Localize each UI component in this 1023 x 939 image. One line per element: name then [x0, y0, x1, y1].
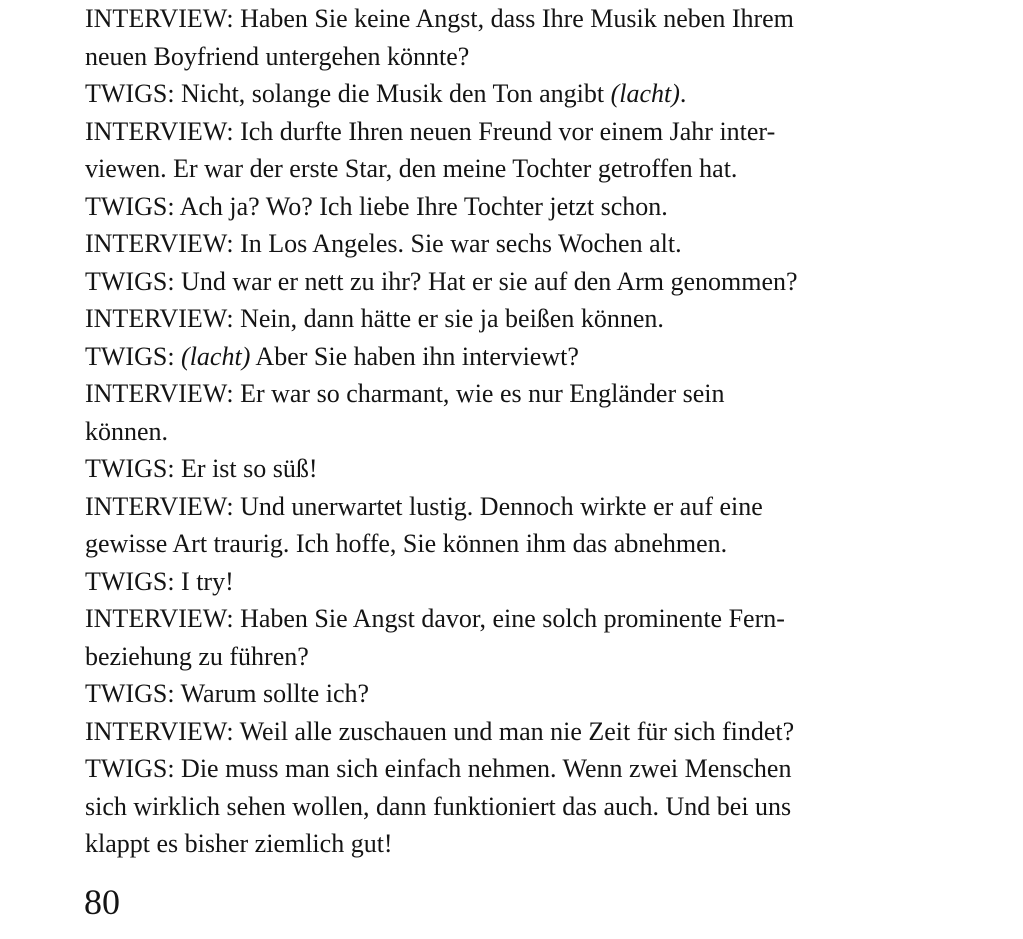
- text-line-11: [85, 375, 945, 413]
- text-line-16: [85, 563, 945, 601]
- text-run: TWIGS:: [85, 341, 182, 371]
- text-run: TWIGS: Ach ja? Wo? Ich liebe Ihre Tochter jetzt schon.: [85, 191, 668, 221]
- text-line-9: [85, 300, 945, 338]
- text-line-13: [85, 450, 945, 488]
- text-run: beziehung zu führen?: [85, 641, 309, 671]
- text-run: klappt es bisher ziemlich gut!: [85, 829, 393, 858]
- text-line-3: [85, 75, 945, 113]
- text-run: sich wirklich sehen wollen, dann funktioniert das auch. Und bei uns: [85, 791, 792, 821]
- text-line-12: [85, 413, 945, 451]
- interview-text: [85, 0, 945, 863]
- text-run: Aber Sie haben ihn interviewt?: [250, 341, 579, 371]
- text-line-15: [85, 525, 945, 563]
- text-run: INTERVIEW: Nein, dann hätte er sie ja beißen können.: [85, 304, 664, 333]
- text-run: TWIGS: Nicht, solange die Musik den Ton angibt: [85, 79, 611, 108]
- text-run: können.: [85, 416, 169, 446]
- text-run: INTERVIEW: Und unerwartet lustig. Dennoch wirkte er auf eine: [85, 491, 763, 521]
- text-line-4: [85, 113, 945, 151]
- text-run: .: [679, 79, 687, 108]
- text-run: INTERVIEW: Ich durfte Ihren neuen Freund vor einem Jahr inter-: [85, 116, 776, 146]
- text-line-22: [85, 788, 945, 826]
- text-run: TWIGS: I try!: [85, 566, 234, 596]
- text-run: TWIGS: Er ist so süß!: [85, 454, 318, 483]
- text-line-17: [85, 600, 945, 638]
- text-run: INTERVIEW: Haben Sie keine Angst, dass Ihre Musik neben Ihrem: [85, 4, 794, 33]
- text-run: TWIGS: Die muss man sich einfach nehmen. Wenn zwei Menschen: [85, 754, 792, 783]
- text-run: INTERVIEW: In Los Angeles. Sie war sechs Wochen alt.: [85, 229, 682, 258]
- text-line-21: [85, 750, 945, 788]
- text-line-1: [85, 0, 945, 38]
- text-line-20: [85, 713, 945, 751]
- text-line-8: [85, 263, 945, 301]
- text-line-23: [85, 825, 945, 863]
- text-line-19: [85, 675, 945, 713]
- text-run: INTERVIEW: Weil alle zuschauen und man nie Zeit für sich findet?: [85, 716, 795, 746]
- text-line-5: [85, 150, 945, 188]
- text-run: viewen. Er war der erste Star, den meine Tochter getroffen hat.: [85, 154, 738, 183]
- text-run: TWIGS: Und war er nett zu ihr? Hat er sie auf den Arm genommen?: [85, 266, 798, 296]
- stage-direction: (lacht): [610, 79, 680, 108]
- text-line-6: [85, 188, 945, 226]
- text-line-2: [85, 38, 945, 76]
- text-run: neuen Boyfriend untergehen könnte?: [85, 41, 470, 71]
- text-line-14: [85, 488, 945, 526]
- text-line-10: [85, 338, 945, 376]
- text-run: gewisse Art traurig. Ich hoffe, Sie können ihm das abnehmen.: [85, 529, 728, 558]
- stage-direction: (lacht): [181, 341, 251, 371]
- text-run: INTERVIEW: Haben Sie Angst davor, eine solch prominente Fern-: [85, 604, 785, 633]
- text-line-18: [85, 638, 945, 676]
- text-run: TWIGS: Warum sollte ich?: [85, 679, 370, 708]
- page-number: 80: [84, 882, 120, 922]
- text-line-7: [85, 225, 945, 263]
- text-run: INTERVIEW: Er war so charmant, wie es nur Engländer sein: [85, 379, 725, 408]
